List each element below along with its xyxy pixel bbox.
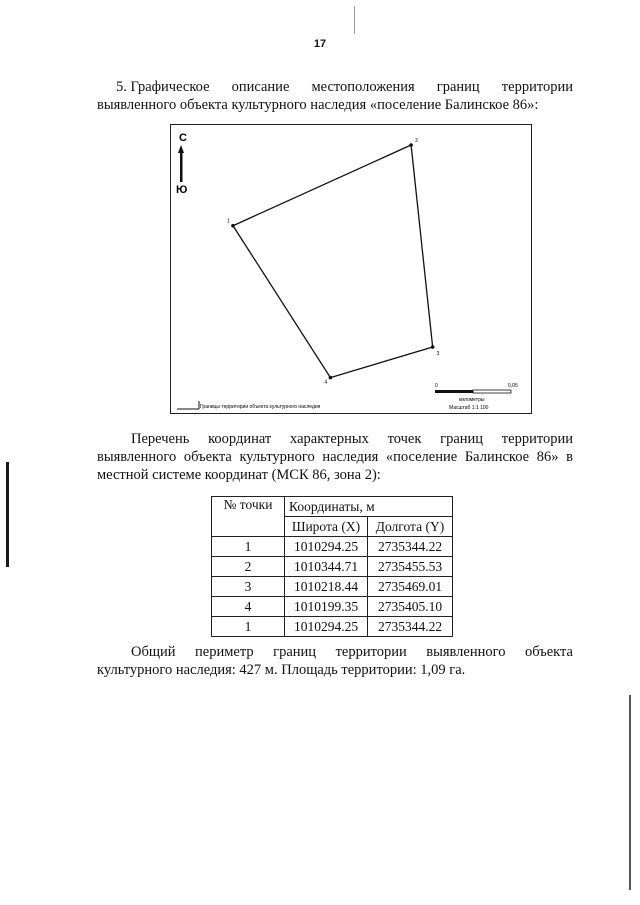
header-longitude: Долгота (Y) [368, 517, 453, 537]
point-number: 1 [212, 617, 285, 637]
point-number: 1 [212, 537, 285, 557]
map-canvas [171, 125, 530, 412]
latitude-value: 1010294.25 [285, 537, 368, 557]
vertex-label: 1 [227, 218, 230, 225]
scale-bar [435, 383, 518, 411]
compass-north-label: С [179, 132, 187, 144]
boundary-line [233, 145, 433, 378]
boundary-map [170, 124, 532, 414]
header-point: № точки [212, 497, 285, 537]
scan-artifact [629, 695, 631, 890]
table-row [212, 557, 453, 577]
latitude-value: 1010294.25 [285, 617, 368, 637]
scan-artifact [354, 6, 355, 34]
header-coordinates: Координаты, м [285, 497, 453, 517]
latitude-value: 1010199.35 [285, 597, 368, 617]
longitude-value: 2735455.53 [368, 557, 453, 577]
vertex-label: 4 [324, 379, 328, 386]
section-5-line-2: выявленного объекта культурного наследия «поселение Балинское 86»: [97, 97, 539, 113]
intro-line-1: Перечень координат характерных точек границ территории [131, 431, 573, 447]
intro-line-3: местной системе координат (МСК 86, зона 2): [97, 467, 381, 483]
point-number: 4 [212, 597, 285, 617]
compass-south-label: Ю [176, 184, 188, 196]
scale-end: 0,05 [508, 383, 518, 389]
north-arrow-icon [176, 132, 187, 196]
table-row [212, 537, 453, 557]
longitude-value: 2735344.22 [368, 617, 453, 637]
map-legend [177, 401, 321, 410]
longitude-value: 2735344.22 [368, 537, 453, 557]
longitude-value: 2735469.01 [368, 577, 453, 597]
legend-label: Границы территории объекта культурного наследия [200, 404, 321, 410]
intro-line-2: выявленного объекта культурного наследия «поселение Балинское 86» в [97, 449, 573, 465]
section-5-line-1: 5. Графическое описание местоположения границ территории [116, 79, 573, 95]
boundary-vertex [231, 224, 235, 228]
summary-paragraph [97, 643, 573, 679]
scale-zero: 0 [435, 383, 438, 389]
coordinates-table [211, 496, 453, 637]
boundary-vertex [431, 345, 435, 349]
scale-text: Масштаб 1:1 100 [449, 405, 489, 411]
latitude-value: 1010218.44 [285, 577, 368, 597]
point-number: 3 [212, 577, 285, 597]
scale-units: километры [459, 397, 485, 403]
section-5-heading [97, 78, 573, 114]
header-latitude: Широта (X) [285, 517, 368, 537]
table-row [212, 577, 453, 597]
coordinates-intro [97, 430, 573, 484]
table-header-row [212, 497, 453, 517]
boundary-vertex [409, 143, 413, 147]
vertex-label: 2 [415, 138, 418, 144]
table-row [212, 617, 453, 637]
scan-artifact [6, 462, 9, 567]
boundary-vertex [329, 376, 333, 380]
summary-line-2: культурного наследия: 427 м. Площадь территории: 1,09 га. [97, 662, 466, 678]
latitude-value: 1010344.71 [285, 557, 368, 577]
boundary-polygon [227, 138, 440, 386]
point-number: 2 [212, 557, 285, 577]
longitude-value: 2735405.10 [368, 597, 453, 617]
page-number: 17 [313, 38, 327, 50]
summary-line-1: Общий периметр границ территории выявленного объекта [131, 644, 573, 660]
table-row [212, 597, 453, 617]
vertex-label: 3 [436, 351, 440, 358]
